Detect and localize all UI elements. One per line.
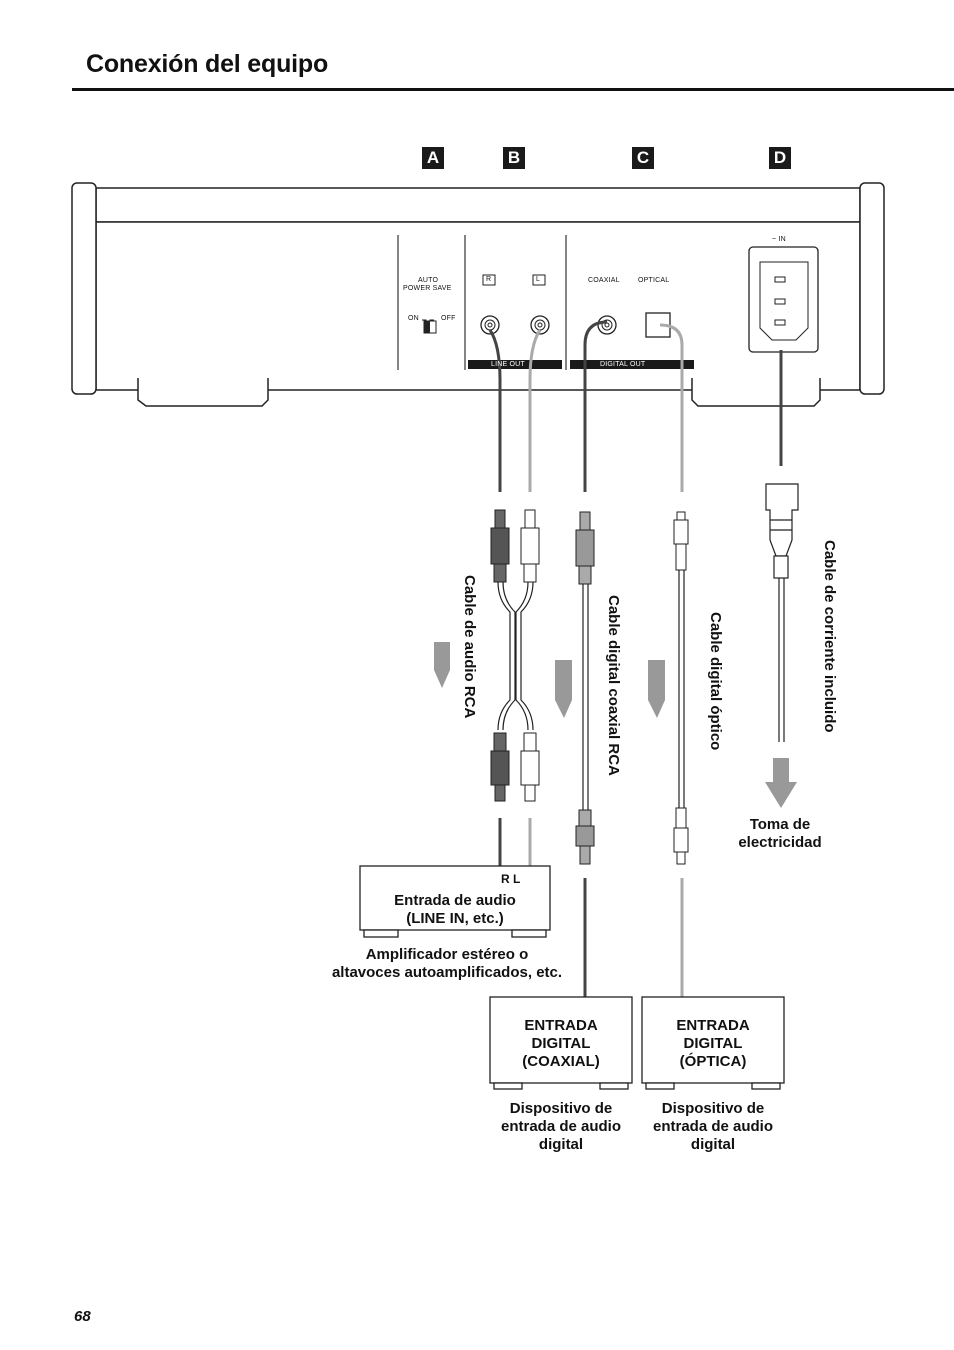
coaxial-cable-label: Cable digital coaxial RCA: [605, 595, 622, 776]
amp-caption: Amplificador estéreo o altavoces autoamplificados, etc.: [331, 946, 563, 981]
switch-on-label: ON: [408, 315, 419, 322]
auto-power-switch-icon: [422, 320, 436, 333]
badge-b: B: [503, 147, 525, 169]
optical-label: OPTICAL: [638, 277, 670, 284]
page-number: 68: [74, 1308, 91, 1325]
badge-d: D: [769, 147, 791, 169]
optical-caption: Dispositivo de entrada de audio digital: [652, 1100, 774, 1153]
optical-cable-label: Cable digital óptico: [707, 612, 724, 751]
arrow-down-icon: [765, 758, 797, 808]
coax-caption: Dispositivo de entrada de audio digital: [500, 1100, 622, 1153]
power-save-label: POWER SAVE: [403, 285, 452, 292]
line-out-label: LINE OUT: [491, 361, 525, 368]
jack-r-label: R: [486, 276, 492, 283]
digital-out-label: DIGITAL OUT: [600, 361, 646, 368]
arrow-down-icon: [434, 642, 450, 688]
power-plug-icon: [766, 484, 798, 742]
rca-audio-cable-label: Cable de audio RCA: [461, 575, 478, 719]
badge-a: A: [422, 147, 444, 169]
optical-input-label: ENTRADA DIGITAL (ÓPTICA): [676, 1017, 750, 1070]
outlet-label: Toma de electricidad: [738, 816, 822, 851]
amp-input-label: Entrada de audio (LINE IN, etc.): [394, 892, 516, 927]
jack-l-label: L: [536, 276, 541, 283]
amp-rl-label: R L: [501, 872, 521, 886]
coaxial-label: COAXIAL: [588, 277, 620, 284]
ac-in-label: ~ IN: [772, 236, 786, 243]
ac-inlet-icon: [749, 247, 818, 352]
power-cable-label: Cable de corriente incluido: [821, 540, 838, 733]
optical-cable-icon: [674, 512, 688, 864]
arrow-down-icon: [555, 660, 572, 718]
rca-audio-cable-icon: [491, 510, 539, 801]
coax-input-label: ENTRADA DIGITAL (COAXIAL): [522, 1017, 600, 1070]
arrow-down-icon: [648, 660, 665, 718]
switch-off-label: OFF: [441, 315, 456, 322]
auto-label: AUTO: [418, 277, 439, 284]
page-title: Conexión del equipo: [86, 50, 329, 78]
coaxial-cable-icon: [576, 512, 594, 864]
badge-c: C: [632, 147, 654, 169]
coaxial-jack-icon: [598, 316, 616, 334]
